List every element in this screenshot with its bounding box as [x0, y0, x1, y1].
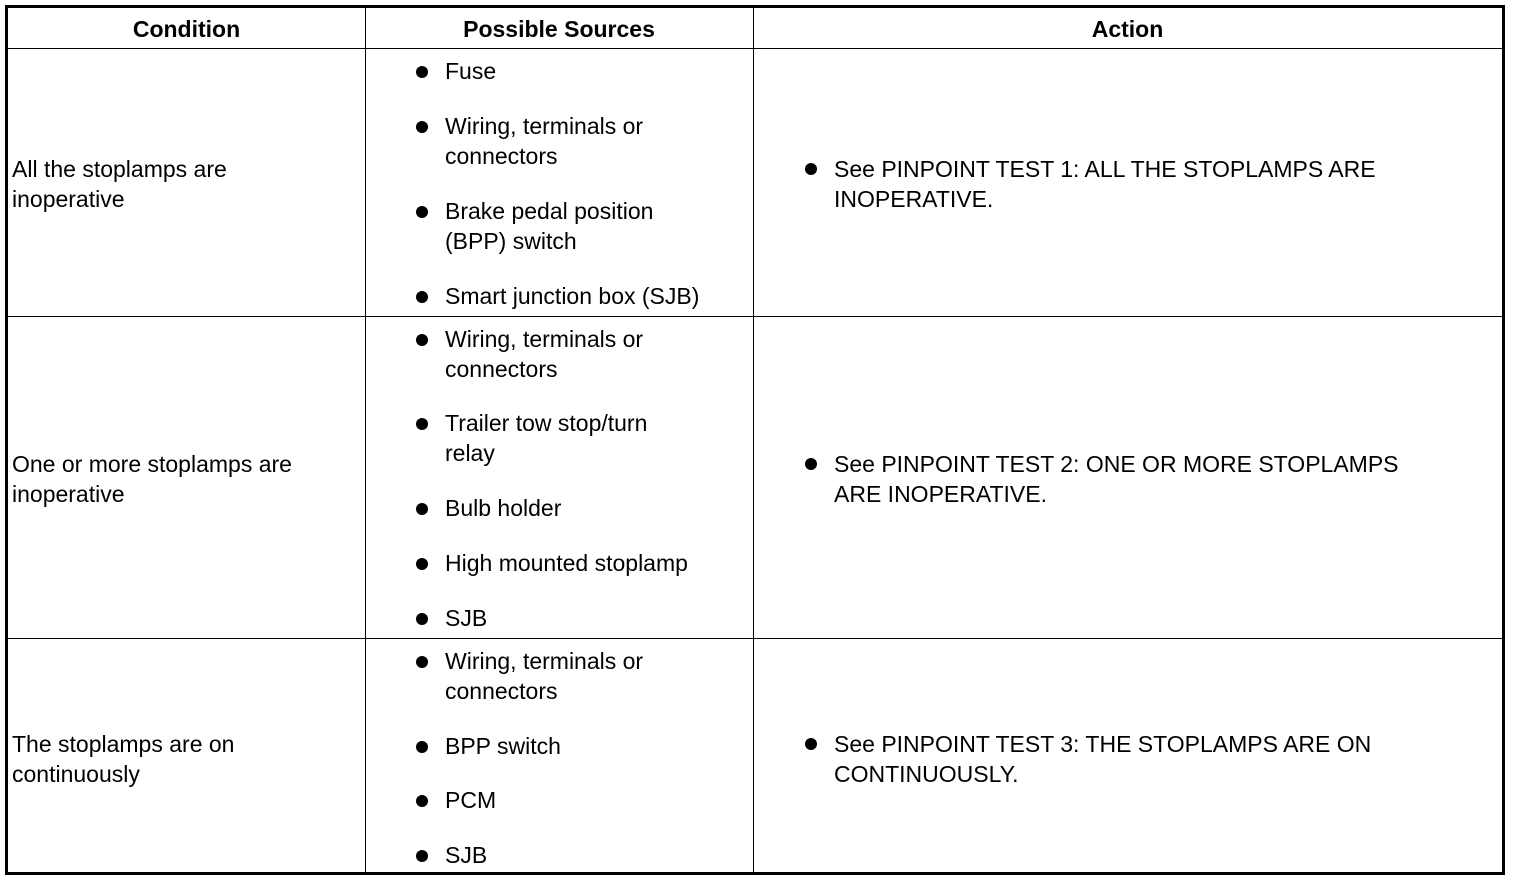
- source-item: SJB: [445, 605, 488, 631]
- row-divider: [8, 638, 1502, 639]
- column-divider: [753, 8, 754, 872]
- header-possible-sources: Possible Sources: [463, 15, 655, 42]
- bullet-icon: [416, 850, 428, 862]
- bullet-icon: [416, 418, 428, 430]
- bullet-icon: [416, 334, 428, 346]
- source-item: Fuse: [445, 58, 497, 84]
- bullet-icon: [805, 163, 817, 175]
- row-divider: [8, 316, 1502, 317]
- source-item: PCM: [445, 787, 497, 813]
- condition-cell: All the stoplamps are inoperative: [12, 156, 227, 212]
- bullet-icon: [805, 458, 817, 470]
- source-item: Smart junction box (SJB): [445, 283, 700, 309]
- column-divider: [365, 8, 366, 872]
- source-item: BPP switch: [445, 733, 561, 759]
- source-item: Wiring, terminals or connectors: [445, 648, 644, 704]
- source-item: Bulb holder: [445, 495, 562, 521]
- source-item: Wiring, terminals or connectors: [445, 113, 644, 169]
- header-condition: Condition: [132, 15, 241, 42]
- bullet-icon: [416, 656, 428, 668]
- bullet-icon: [416, 206, 428, 218]
- source-item: Wiring, terminals or connectors: [445, 326, 644, 382]
- action-cell: See PINPOINT TEST 3: THE STOPLAMPS ARE ON CONTINUOUSLY.: [834, 731, 1372, 787]
- source-item: Brake pedal position (BPP) switch: [445, 198, 654, 254]
- source-item: SJB: [445, 842, 488, 868]
- bullet-icon: [416, 613, 428, 625]
- condition-cell: The stoplamps are on continuously: [12, 731, 235, 787]
- bullet-icon: [416, 291, 428, 303]
- header-action: Action: [1091, 15, 1164, 42]
- source-item: Trailer tow stop/turn relay: [445, 410, 648, 466]
- source-item: High mounted stoplamp: [445, 550, 688, 576]
- bullet-icon: [805, 738, 817, 750]
- troubleshooting-table: [5, 5, 1505, 875]
- bullet-icon: [416, 741, 428, 753]
- bullet-icon: [416, 795, 428, 807]
- bullet-icon: [416, 121, 428, 133]
- bullet-icon: [416, 503, 428, 515]
- action-cell: See PINPOINT TEST 1: ALL THE STOPLAMPS ARE INOPERATIVE.: [834, 156, 1376, 212]
- action-cell: See PINPOINT TEST 2: ONE OR MORE STOPLAMPS ARE INOPERATIVE.: [834, 451, 1399, 507]
- bullet-icon: [416, 66, 428, 78]
- bullet-icon: [416, 558, 428, 570]
- condition-cell: One or more stoplamps are inoperative: [12, 451, 292, 507]
